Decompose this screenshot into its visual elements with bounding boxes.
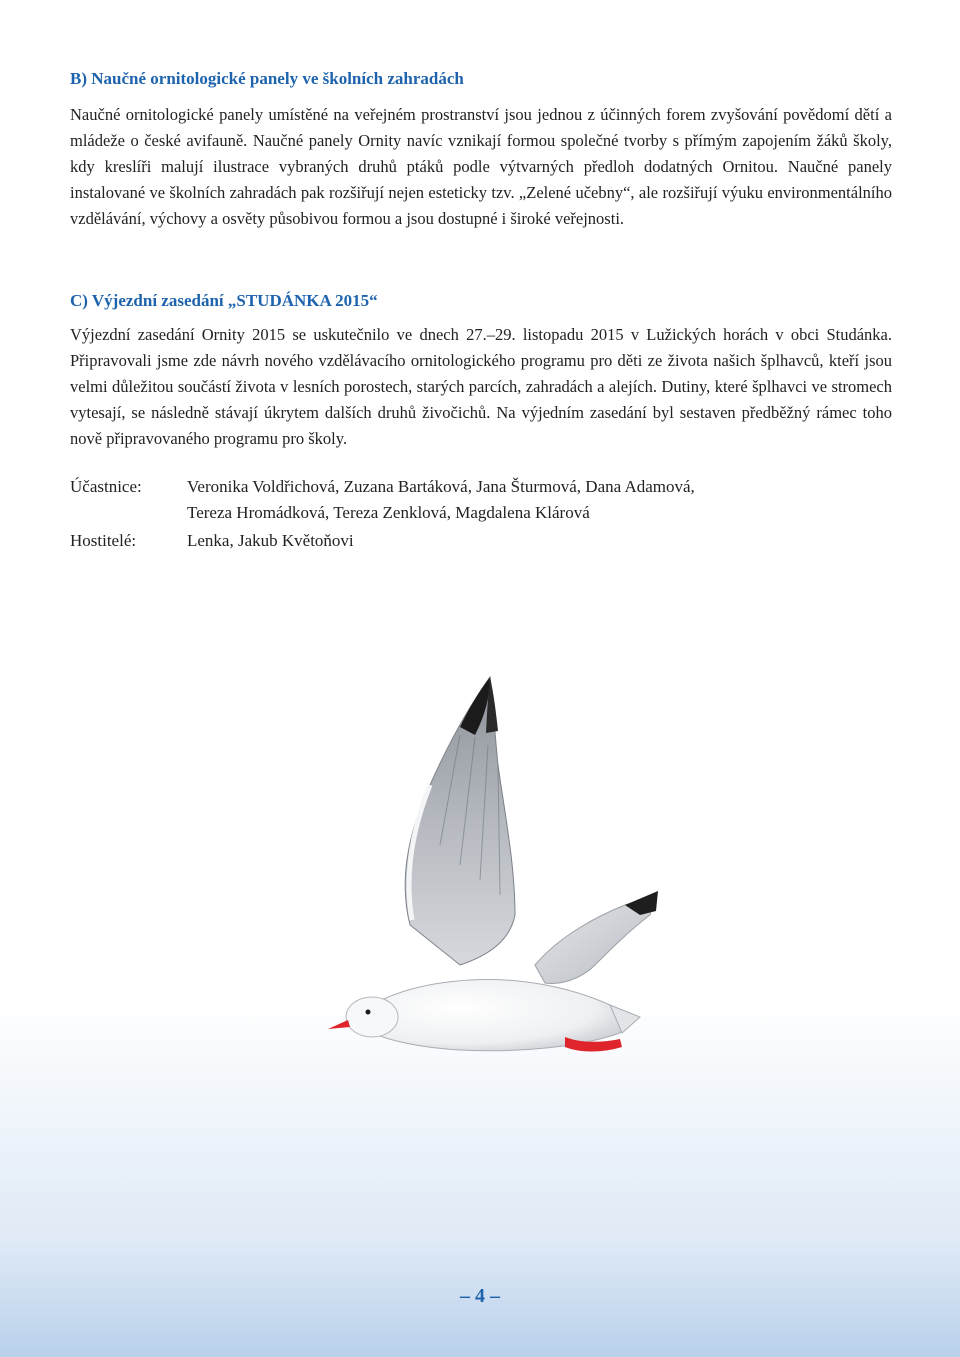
section-naucne-panely xyxy=(70,64,892,232)
participants-line-1: Veronika Voldřichová, Zuzana Bartáková, Jana Šturmová, Dana Adamová, xyxy=(187,477,695,496)
participants-row-2 xyxy=(70,500,892,526)
gull-body xyxy=(328,979,640,1051)
participants-label: Účastnice: xyxy=(70,477,142,496)
hosts-value: Lenka, Jakub Květoňovi xyxy=(187,531,354,550)
far-wing xyxy=(535,891,658,983)
near-wing xyxy=(405,677,515,965)
hosts-row xyxy=(70,528,892,554)
section-c-heading: C) Výjezdní zasedání „STUDÁNKA 2015“ xyxy=(70,291,378,310)
section-b-paragraph: Naučné ornitologické panely umístěné na veřejném prostranství jsou jednou z účinných forem zvyšování povědomí dětí a mládeže o české avifauně. Naučné panely Ornity navíc vznikají formou společné tvorby s přímým zapojením žáků školy, kdy kreslíři malují ilustrace vybraných druhů ptáků podle výtvarných předloh dodatných Ornitou. Naučné panely instalované ve školních zahradách pak rozšiřují nejen esteticky tzv. „Zelené učebny“, ale rozšiřují výuku environmentálního vzdělávání, výchovy a osvěty působivou formou a jsou dostupné i široké veřejnosti. xyxy=(70,105,892,228)
section-vyjezdni-zasedani xyxy=(70,286,892,452)
section-b-heading: B) Naučné ornitologické panely ve školních zahradách xyxy=(70,69,464,88)
participants-line-2: Tereza Hromádková, Tereza Zenklová, Magdalena Klárová xyxy=(187,503,590,522)
page-number: – 4 – xyxy=(460,1285,500,1307)
hosts-label: Hostitelé: xyxy=(70,531,137,550)
participants-row xyxy=(70,474,892,500)
gull-illustration xyxy=(310,665,710,1075)
credits-block xyxy=(70,474,892,554)
section-c-paragraph: Výjezdní zasedání Ornity 2015 se uskutečnilo ve dnech 27.–29. listopadu 2015 v Lužických horách v obci Studánka. Připravovali jsme zde návrh nového vzdělávacího ornitologického programu pro děti ze života našich šplhavců, kteří jsou velmi důležitou součástí života v lesních porostech, starých parcích, zahradách a alejích. Dutiny, které šplhavci ve stromech vytesají, se následně stávají úkrytem dalších druhů živočichů. Na výjedním zasedání byl sestaven předběžný rámec toho nově připravovaného programu pro školy. xyxy=(70,325,892,448)
